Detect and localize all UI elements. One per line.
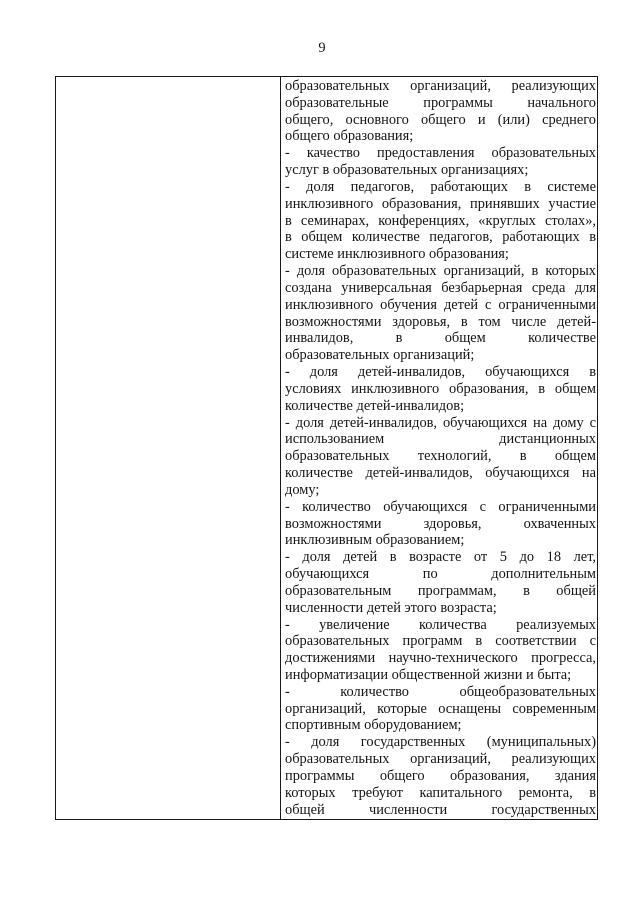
text-line: дому;: [285, 481, 320, 498]
page-number: 9: [318, 40, 326, 56]
text-line: инклюзивным образованием;: [285, 532, 465, 549]
text-line: - доля образовательных организаций, в которых: [285, 263, 596, 280]
table-cell-left: [56, 77, 281, 819]
text-line: в общем количестве педагогов, работающих в: [285, 229, 596, 246]
indicator-table: [55, 76, 598, 820]
table-paragraph: [285, 364, 596, 414]
text-line: системе инклюзивного образования;: [285, 246, 509, 263]
table-paragraph: [285, 145, 596, 179]
table-paragraph: [285, 617, 596, 684]
text-line: спортивным оборудованием;: [285, 717, 462, 734]
text-line: - качество предоставления образовательных: [285, 145, 596, 162]
text-line: достижениями научно-технического прогресса,: [285, 650, 596, 667]
text-line: - доля педагогов, работающих в системе: [285, 178, 596, 195]
text-line: образовательных технологий, в общем: [285, 448, 596, 465]
text-line: количестве детей-инвалидов, обучающихся на: [285, 465, 596, 482]
text-line: инклюзивного образования, принявших участие: [285, 195, 596, 212]
text-line: организаций, которые оснащены современным: [285, 700, 596, 717]
text-line: условиях инклюзивного образования, в общем: [285, 380, 596, 397]
text-line: общего, основного общего и (или) среднего: [285, 111, 596, 128]
text-line: создана универсальная безбарьерная среда для: [285, 279, 596, 296]
table-paragraph: [285, 499, 596, 549]
text-line: возможностями здоровья, в том числе детей-: [285, 313, 596, 330]
text-line: программы общего образования, здания: [285, 767, 596, 784]
text-line: образовательных организаций, реализующих: [285, 751, 596, 768]
text-line: в семинарах, конференциях, «круглых столах»,: [285, 212, 596, 229]
text-line: общего образования;: [285, 128, 414, 145]
text-line: - доля детей в возрасте от 5 до 18 лет,: [285, 549, 596, 566]
text-line: численности детей этого возраста;: [285, 599, 497, 616]
text-line: которых требуют капитального ремонта, в: [285, 784, 596, 801]
text-line: - количество обучающихся с ограниченными: [285, 498, 596, 515]
text-line: - доля детей-инвалидов, обучающихся на дому с: [285, 414, 596, 431]
table-paragraph: [285, 179, 596, 263]
text-line: инклюзивного обучения детей с ограниченными: [285, 296, 596, 313]
text-line: инвалидов, в общем количестве: [285, 330, 596, 347]
text-line: количестве детей-инвалидов;: [285, 397, 465, 414]
table-paragraph: [285, 734, 596, 818]
text-line: общей численности государственных: [285, 801, 596, 818]
text-line: использованием дистанционных: [285, 431, 596, 448]
text-line: образовательные программы начального: [285, 94, 596, 111]
text-line: образовательных организаций;: [285, 347, 475, 364]
text-line: образовательным программам, в общей: [285, 582, 596, 599]
text-line: возможностями здоровья, охваченных: [285, 515, 596, 532]
text-line: услуг в образовательных организациях;: [285, 162, 529, 179]
table-paragraph: [285, 263, 596, 364]
table-cell-right: [281, 77, 597, 819]
text-line: образовательных программ в соответствии с: [285, 633, 596, 650]
text-line: - увеличение количества реализуемых: [285, 616, 596, 633]
text-line: - количество общеобразовательных: [285, 683, 596, 700]
table-paragraph: [285, 684, 596, 734]
text-line: - доля детей-инвалидов, обучающихся в: [285, 364, 596, 381]
text-line: обучающихся по дополнительным: [285, 566, 596, 583]
table-paragraph: [285, 78, 596, 145]
text-line: образовательных организаций, реализующих: [285, 78, 596, 94]
text-line: информатизации общественной жизни и быта;: [285, 666, 572, 683]
text-line: - доля государственных (муниципальных): [285, 734, 596, 751]
table-paragraph: [285, 415, 596, 499]
table-paragraph: [285, 549, 596, 616]
